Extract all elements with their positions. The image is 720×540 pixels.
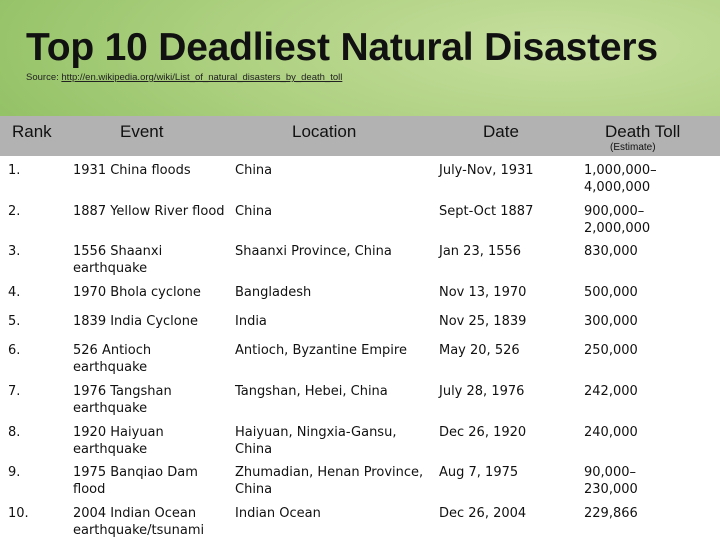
- event-cell: 1887 Yellow River flood: [73, 204, 225, 219]
- date-cell: Nov 25, 1839: [439, 314, 527, 329]
- location-cell: Indian Ocean: [235, 506, 321, 521]
- header-rank: Rank: [12, 122, 52, 141]
- header-date: Date: [483, 122, 519, 141]
- source-link[interactable]: http://en.wikipedia.org/wiki/List_of_natural_disasters_by_death_toll: [61, 72, 343, 83]
- rank-cell: 5.: [8, 314, 21, 329]
- location-cell: Haiyuan, Ningxia-Gansu, China: [235, 425, 397, 457]
- date-cell: Sept-Oct 1887: [439, 204, 534, 219]
- location-cell: China: [235, 204, 273, 219]
- date-cell: Dec 26, 1920: [439, 425, 527, 440]
- rank-cell: 6.: [8, 343, 21, 358]
- event-cell: 1976 Tangshan earthquake: [73, 384, 172, 416]
- event-cell: 1931 China floods: [73, 163, 191, 178]
- event-cell: 1975 Banqiao Dam flood: [73, 465, 198, 497]
- event-cell: 1839 India Cyclone: [73, 314, 198, 329]
- death-toll-cell: 242,000: [584, 384, 638, 399]
- death-toll-cell: 900,000– 2,000,000: [584, 204, 651, 236]
- death-toll-cell: 229,866: [584, 506, 638, 521]
- location-cell: Antioch, Byzantine Empire: [235, 343, 407, 358]
- event-cell: 526 Antioch earthquake: [73, 343, 152, 375]
- header-location: Location: [292, 122, 357, 141]
- rank-cell: 4.: [8, 285, 21, 300]
- event-cell: 1556 Shaanxi earthquake: [73, 244, 163, 276]
- event-cell: 1920 Haiyuan earthquake: [73, 425, 164, 457]
- date-cell: May 20, 526: [439, 343, 520, 358]
- date-cell: Jan 23, 1556: [439, 244, 522, 259]
- death-toll-cell: 250,000: [584, 343, 638, 358]
- rank-cell: 3.: [8, 244, 21, 259]
- location-cell: Tangshan, Hebei, China: [235, 384, 388, 399]
- location-cell: India: [235, 314, 267, 329]
- death-toll-cell: 90,000– 230,000: [584, 465, 638, 497]
- date-cell: July-Nov, 1931: [439, 163, 534, 178]
- rank-cell: 9.: [8, 465, 21, 480]
- event-cell: 1970 Bhola cyclone: [73, 285, 201, 300]
- location-cell: Zhumadian, Henan Province, China: [235, 465, 424, 497]
- source-line: [26, 72, 342, 83]
- header-toll-note: (Estimate): [610, 142, 656, 153]
- death-toll-cell: 830,000: [584, 244, 638, 259]
- source-label: Source:: [26, 72, 59, 83]
- page-title: Top 10 Deadliest Natural Disasters: [26, 26, 658, 69]
- header-death-toll: Death Toll: [605, 122, 681, 141]
- death-toll-cell: 240,000: [584, 425, 638, 440]
- death-toll-cell: 300,000: [584, 314, 638, 329]
- rank-cell: 7.: [8, 384, 21, 399]
- rank-cell: 8.: [8, 425, 21, 440]
- date-cell: July 28, 1976: [439, 384, 525, 399]
- death-toll-cell: 1,000,000– 4,000,000: [584, 163, 657, 195]
- rank-cell: 10.: [8, 506, 29, 521]
- death-toll-cell: 500,000: [584, 285, 638, 300]
- rank-cell: 1.: [8, 163, 21, 178]
- event-cell: 2004 Indian Ocean earthquake/tsunami: [73, 506, 205, 538]
- date-cell: Nov 13, 1970: [439, 285, 527, 300]
- rank-cell: 2.: [8, 204, 21, 219]
- date-cell: Aug 7, 1975: [439, 465, 519, 480]
- location-cell: Shaanxi Province, China: [235, 244, 392, 259]
- date-cell: Dec 26, 2004: [439, 506, 527, 521]
- location-cell: Bangladesh: [235, 285, 312, 300]
- header-event: Event: [120, 122, 164, 141]
- location-cell: China: [235, 163, 273, 178]
